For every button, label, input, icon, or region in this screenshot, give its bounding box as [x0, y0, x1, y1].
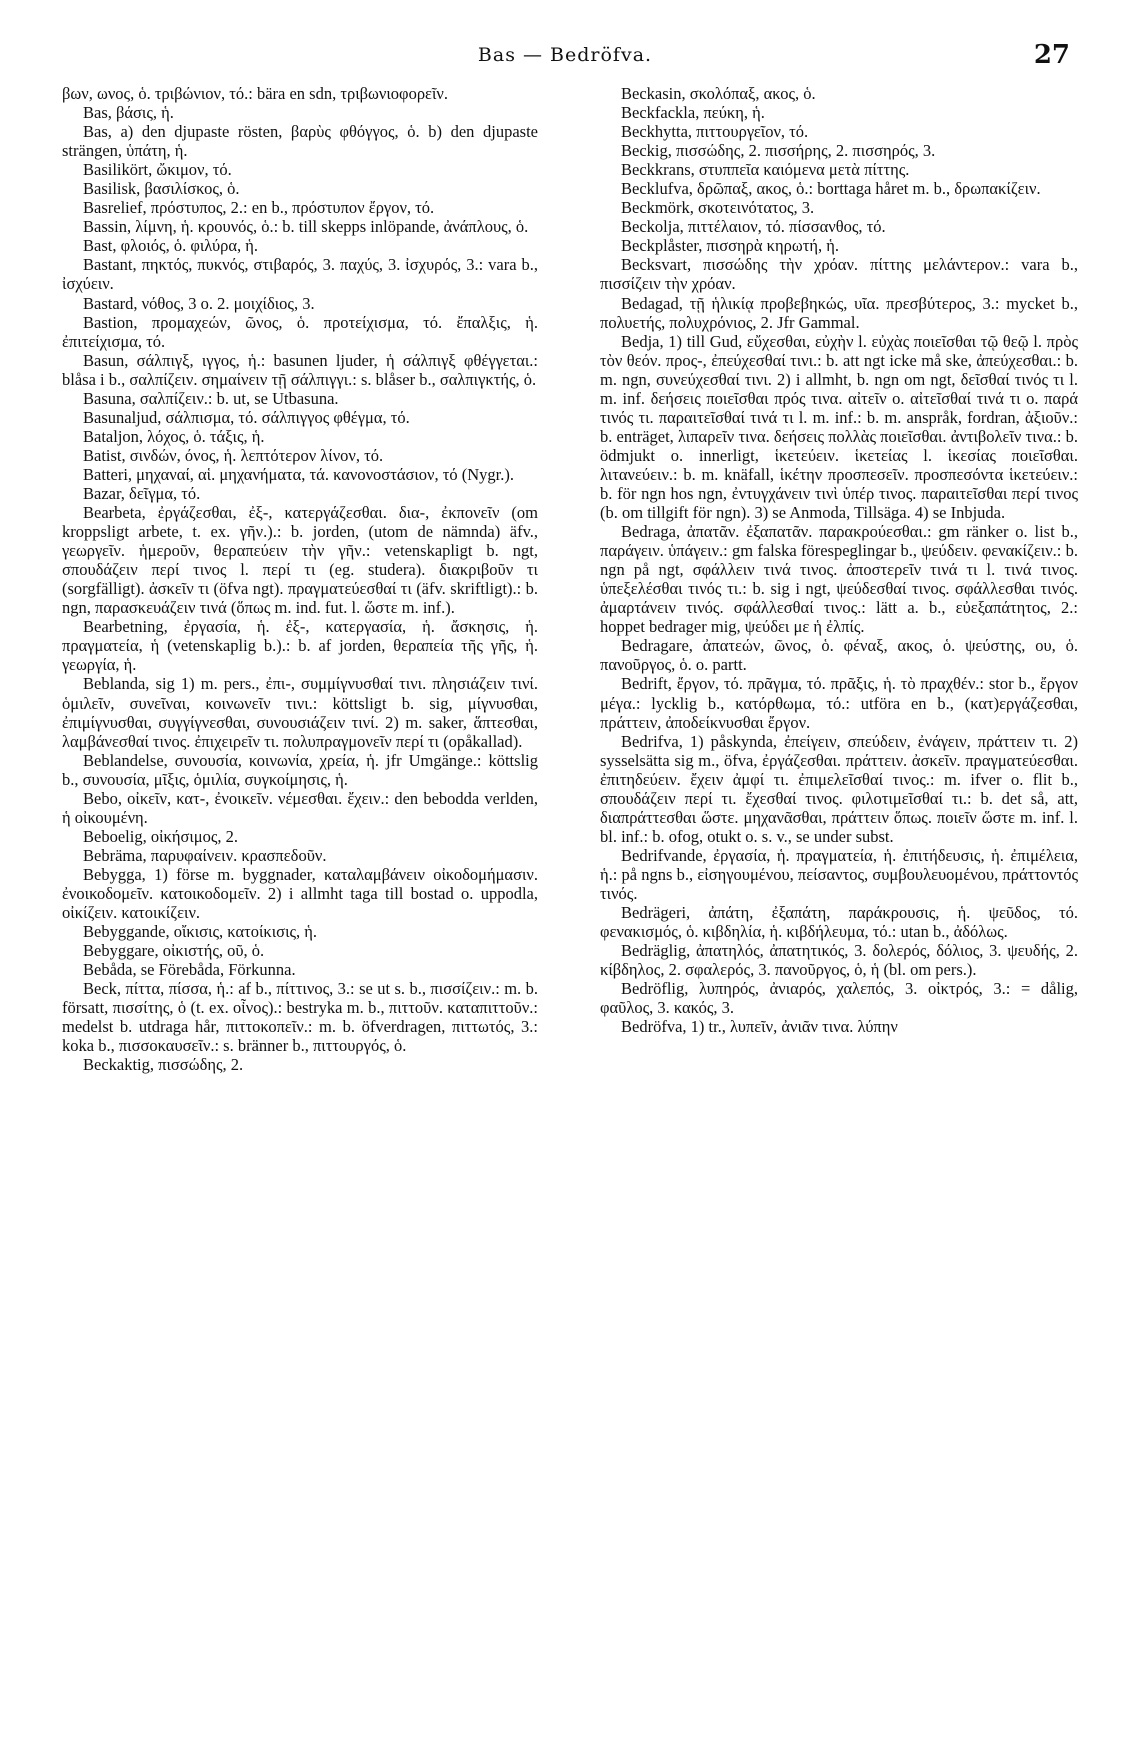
dictionary-entry: Bebyggare, οἰκιστής, οῦ, ὁ. — [83, 941, 265, 961]
dictionary-entry: Bedraga, ἀπατᾶν. ἐξαπατᾶν. παρακρούεσθαι.: gm ränker o. list b., παράγειν. ὑπάγειν.: gm falska förespeglingar b., ψεύδειν. φενακίζειν.: b. ngn på ngt, σφάλλειν τινά τινος. ἀποστερεῖν τινά τι l. τινά τινος. ὑπεξελέσθαι τινός τι.: b. sig i ngt, ψεύδεσθαί τινος. σφάλλεσθαι τινός. ἀμαρτάνειν τινός. σφάλλεσθαί τινος.: lätt a. b., εὐεξαπάτητος, 2.: hoppet bedrager mig, ψεύδει με ἡ ἐλπίς. — [600, 522, 1078, 637]
dictionary-entry: Beck, πίττα, πίσσα, ἡ.: af b., πίττινος, 3.: se ut s. b., πισσίζειν.: m. b. försatt, πισσίτης, ὁ (t. ex. οἶνος).: bestryka m. b., πιττοῦν. καταπιττοῦν.: medelst b. utdraga hår, πιττοκοπεῖν.: m. b. öfverdragen, πιττωτός, 3.: koka b., πισσοκαυσεῖν.: s. bränner b., πιττουργός, ὁ. — [62, 979, 538, 1056]
dictionary-entry: Bedja, 1) till Gud, εὔχεσθαι, εὐχὴν l. εὐχὰς ποιεῖσθαι τῷ θεῷ l. πρὸς τὸν θεόν. προς-, ἐπεύχεσθαί τινι.: b. att ngt icke må ske, ἀπεύχεσθαι.: b. m. ngn, συνεύχεσθαί τινι. 2) i allmht, b. ngn om ngt, δεῖσθαί τινός τι l. m. inf. δεήσεις ποιεῖσθαι πρός τινα. αἰτεῖν o. αἰτεῖσθαί τινά τι o. παρά τινός τι. παραιτεῖσθαί τινά τι l. m. inf.: b. m. anspråk, fordran, ἀξιοῦν.: b. enträget, λιπαρεῖν τινα. δεήσεις πολλὰς ποιεῖσθαι. ἀντιβολεῖν τινα.: b. ödmjukt o. innerligt, ἱκετεύειν. ἱκετείας l. ἱκεσίας ποιεῖσθαι. λιτανεύειν.: b. m. knäfall, ἱκέτην προσπεσεῖν. προσπεσόντα ἱκετεύειν.: b. för ngn hos ngn, ἐντυγχάνειν τινὶ ὑπέρ τινος. παραιτεῖσθαι περί τινος (b. om tillgift för ngn). 3) se Anmoda, Tillsäga. 4) se Inbjuda. — [600, 331, 1078, 523]
dictionary-entry: Basilikört, ὤκιμον, τό. — [83, 160, 232, 180]
dictionary-entry: Bedrift, ἔργον, τό. πρᾶγμα, τό. πρᾶξις, ἡ. τὸ πραχθέν.: stor b., ἔργον μέγα.: lycklig b., κατόρθωμα, τό.: utföra en b., (κατ)εργάζεσθαι, πράττειν, ἀποδείκνυσθαι ἔργον. — [600, 674, 1078, 732]
dictionary-entry: Beckaktig, πισσώδης, 2. — [83, 1055, 244, 1075]
dictionary-entry: Bastard, νόθος, 3 o. 2. μοιχίδιος, 3. — [83, 293, 315, 313]
left-column — [62, 84, 538, 1074]
dictionary-entry: Batteri, μηχαναί, αἱ. μηχανήματα, τά. κανονοστάσιον, τό (Nygr.). — [83, 464, 515, 484]
dictionary-entry: Beckplåster, πισσηρὰ κηρωτή, ἡ. — [621, 236, 839, 256]
dictionary-entry: Batist, σινδών, όνος, ἡ. λεπτότερον λίνον, τό. — [83, 445, 384, 465]
dictionary-entry: Bedagad, τῇ ἡλικίᾳ προβεβηκώς, υῖα. πρεσβύτερος, 3.: mycket b., πολυετής, πολυχρόνιος, 2. Jfr Gammal. — [600, 293, 1078, 332]
dictionary-entry: Bast, φλοιός, ὁ. φιλύρα, ἡ. — [83, 236, 259, 256]
dictionary-entry: Beckhytta, πιττουργεῖον, τό. — [621, 122, 809, 142]
dictionary-entry: βων, ωνος, ὁ. τριβώνιον, τό.: bära en sdn, τριβωνιοφορεῖν. — [62, 84, 449, 103]
dictionary-entry: Bearbetning, ἐργασία, ἡ. ἐξ-, κατεργασία, ἡ. ἄσκησις, ἡ. πραγματεία, ἡ (vetenskaplig b.).: b. af jorden, θεραπεία τῆς γῆς, ἡ. γεωργία, ἡ. — [62, 617, 538, 675]
page-number: 27 — [1033, 40, 1070, 70]
dictionary-entry: Becksvart, πισσώδης τὴν χρόαν. πίττης μελάντερον.: vara b., πισσίζειν τὴν χρόαν. — [600, 255, 1078, 294]
dictionary-entry: Beckfackla, πεύκη, ἡ. — [621, 103, 765, 123]
dictionary-entry: Bedrägeri, ἀπάτη, ἐξαπάτη, παράκρουσις, ἡ. ψεῦδος, τό. φενακισμός, ὁ. κιβδηλία, ἡ. κιβδήλευμα, τό.: utan b., ἀδόλως. — [600, 903, 1078, 942]
dictionary-entry: Bataljon, λόχος, ὁ. τάξις, ἡ. — [83, 426, 265, 446]
dictionary-entry: Beckig, πισσώδης, 2. πισσήρης, 2. πισσηρός, 3. — [621, 141, 936, 161]
dictionary-entry: Bedrifvande, ἐργασία, ἡ. πραγματεία, ἡ. ἐπιτήδευσις, ἡ. ἐπιμέλεια, ἡ.: på ngns b., εἰσηγουμένου, πείσαντος, συμβουλευομένου, πράττοντός τινός. — [600, 845, 1078, 903]
dictionary-entry: Beboelig, οἰκήσιμος, 2. — [83, 826, 239, 846]
dictionary-entry: Beckmörk, σκοτεινότατος, 3. — [621, 198, 815, 218]
dictionary-entry: Beckkrans, στυππεῖα καιόμενα μετὰ πίττης. — [621, 160, 910, 180]
dictionary-entry: Bedröfva, 1) tr., λυπεῖν, ἀνιᾶν τινα. λύπην — [621, 1017, 898, 1037]
dictionary-entry: Bebo, οἰκεῖν, κατ-, ἐνοικεῖν. νέμεσθαι. ἔχειν.: den bebodda verlden, ἡ οἰκουμένη. — [62, 788, 538, 827]
dictionary-entry: Bastion, προμαχεών, ῶνος, ὁ. προτείχισμα, τό. ἔπαλξις, ἡ. ἐπιτείχισμα, τό. — [62, 312, 538, 351]
dictionary-entry: Bearbeta, ἐργάζεσθαι, ἐξ-, κατεργάζεσθαι. δια-, ἐκπονεῖν (om kroppsligt arbete, t. ex. γῆν.).: b. jorden, (utom de nämnda) äfv., γεωργεῖν. ἡμεροῦν, θεραπεύειν τὴν γῆν.: vetenskapligt b. ngt, σπουδάζειν περί τινος l. περί τι (eg. studera). διακριβοῦν τι (sorgfälligt). ἀσκεῖν τι (öfva ngt). πραγματεύεσθαί τι (äfv. skriftligt).: b. ngn, παρασκευάζειν τινά (ὅπως m. ind. fut. l. ὥστε m. inf.). — [62, 503, 538, 618]
dictionary-entry: Bastant, πηκτός, πυκνός, στιβαρός, 3. παχύς, 3. ἰσχυρός, 3.: vara b., ἰσχύειν. — [62, 255, 538, 294]
dictionary-entry: Basunaljud, σάλπισμα, τό. σάλπιγγος φθέγμα, τό. — [83, 407, 410, 427]
dictionary-entry: Beblanda, sig 1) m. pers., ἐπι-, συμμίγνυσθαί τινι. πλησιάζειν τινί. ὁμιλεῖν, συνεῖναι, κοινωνεῖν τινι.: köttsligt b. sig, μίγνυσθαι, ἐπιμίγνυσθαι, συγγίγνεσθαι, συνουσιάζειν τινί. 2) m. saker, ἅπτεσθαι, λαμβάνεσθαί τινος. ἐπιχειρεῖν τι. πολυπραγμονεῖν περί τι (opåkallad). — [62, 674, 538, 751]
dictionary-entry: Bebåda, se Förebåda, Förkunna. — [83, 960, 296, 980]
dictionary-entry: Beckasin, σκολόπαξ, ακος, ὁ. — [621, 84, 816, 103]
running-title: Bas — Bedröfva. — [477, 44, 653, 66]
dictionary-entry: Bas, βάσις, ἡ. — [83, 103, 174, 123]
dictionary-entry: Bebyggande, οἴκισις, κατοίκισις, ἡ. — [83, 922, 318, 942]
dictionary-entry: Bebygga, 1) förse m. byggnader, καταλαμβάνειν οἰκοδομήμασιν. ἐνοικοδομεῖν. κατοικοδομεῖν. 2) i allmht taga till bostad o. uppodla, οἰκίζειν. κατοικίζειν. — [62, 864, 538, 923]
dictionary-entry: Bas, a) den djupaste rösten, βαρὺς φθόγγος, ὁ. b) den djupaste strängen, ὑπάτη, ἡ. — [62, 122, 538, 161]
dictionary-entry: Bedröflig, λυπηρός, ἀνιαρός, χαλεπός, 3. οἰκτρός, 3.: = dålig, φαῦλος, 3. κακός, 3. — [600, 979, 1078, 1018]
dictionary-entry: Bazar, δεῖγμα, τό. — [83, 483, 201, 503]
dictionary-entry: Basun, σάλπιγξ, ιγγος, ἡ.: basunen ljuder, ἡ σάλπιγξ φθέγγεται.: blåsa i b., σαλπίζειν. σημαίνειν τῇ σάλπιγγι.: s. blåser b., σαλπιγκτής, ὁ. — [62, 350, 538, 389]
dictionary-entry: Beblandelse, συνουσία, κοινωνία, χρεία, ἡ. jfr Umgänge.: köttslig b., συνουσία, μῖξις, ὁμιλία, συγκοίμησις, ἡ. — [62, 750, 538, 789]
dictionary-entry: Basrelief, πρόστυπος, 2.: en b., πρόστυπον ἔργον, τό. — [83, 198, 435, 218]
dictionary-entry: Bassin, λίμνη, ἡ. κρουνός, ὁ.: b. till skepps inlöpande, ἀνάπλους, ὁ. — [83, 217, 529, 237]
dictionary-entry: Bedrifva, 1) påskynda, ἐπείγειν, σπεύδειν, ἐνάγειν, πράττειν τι. 2) sysselsätta sig m., öfva, ἐργάζεσθαι. πράττειν. ἀσκεῖν. πραγματεύεσθαι. ἐπιτηδεύειν. ἔχειν ἀμφί τι. ἐπιμελεῖσθαί τινος.: m. ifver o. flit b., σπουδάζειν περί τι. ἔχεσθαί τινος. φιλοτιμεῖσθαί τι.: b. det så, att, διαπράττεσθαι ὥστε. μηχανᾶσθαι, πράττειν ὅπως. ποιεῖν ὥστε m. inf. l. bl. inf.: b. ofog, otukt o. s. v., se under subst. — [600, 731, 1078, 846]
dictionary-entry: Beckolja, πιττέλαιον, τό. πίσσανθος, τό. — [621, 217, 886, 237]
dictionary-entry: Bebräma, παρυφαίνειν. κρασπεδοῦν. — [83, 845, 327, 865]
dictionary-entry: Becklufva, δρῶπαξ, ακος, ὁ.: borttaga håret m. b., δρωπακίζειν. — [621, 179, 1041, 199]
page-header — [60, 40, 1070, 70]
dictionary-entry: Basilisk, βασιλίσκος, ὁ. — [83, 179, 240, 199]
dictionary-entry: Bedragare, ἀπατεών, ῶνος, ὁ. φέναξ, ακος, ὁ. ψεύστης, ου, ὁ. πανοῦργος, ὁ. o. partt. — [600, 636, 1078, 675]
dictionary-entry: Basuna, σαλπίζειν.: b. ut, se Utbasuna. — [83, 388, 339, 408]
right-column — [600, 84, 1078, 1036]
dictionary-entry: Bedräglig, ἀπατηλός, ἀπατητικός, 3. δολερός, δόλιος, 3. ψευδής, 2. κίβδηλος, 2. σφαλερός, 3. πανοῦργος, ὁ, ἡ (bl. om pers.). — [600, 941, 1078, 980]
